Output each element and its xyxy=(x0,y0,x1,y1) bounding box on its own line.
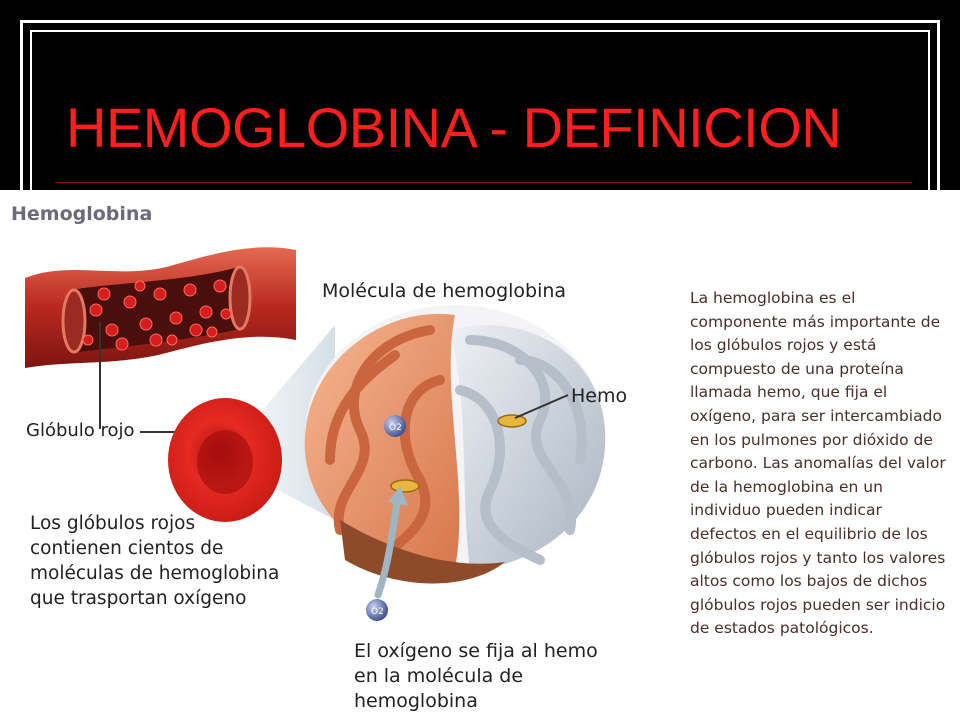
hemoglobin-molecule-icon xyxy=(305,305,606,584)
oxygen-caption: El oxígeno se fija al hemo en la molécula de hemoglobina xyxy=(354,640,598,712)
slide-title: HEMOGLOBINA - DEFINICION xyxy=(66,96,842,159)
red-blood-cell-icon xyxy=(168,398,282,522)
molecule-label: Molécula de hemoglobina xyxy=(322,280,567,302)
o2-label-molecule: O2 xyxy=(389,423,402,433)
blood-vessel-icon xyxy=(25,247,296,368)
hemoglobin-figure xyxy=(0,190,960,720)
hemoglobin-description: La hemoglobina es el componente más importante de los glóbulos rojos y está compuesto de una proteína llamada hemo, que fija el oxígeno, para ser intercambiado en los pulmones por dióxido de carbono. Las anomalías del valor de la hemoglobina en un individuo pueden indicar defectos en el equilibrio de los glóbulos rojos y tanto los valores altos como los bajos de dichos glóbulos rojos pueden ser indicio de estados patológicos. xyxy=(690,289,946,638)
red-cell-label: Glóbulo rojo xyxy=(26,420,135,441)
left-caption: Los glóbulos rojos contienen cientos de moléculas de hemoglobina que trasportan oxígeno xyxy=(30,513,280,609)
title-underline xyxy=(55,182,912,183)
o2-label-free: O2 xyxy=(371,607,384,617)
figure-heading: Hemoglobina xyxy=(11,203,153,225)
free-oxygen-icon xyxy=(366,599,388,621)
heme-label: Hemo xyxy=(571,385,628,407)
